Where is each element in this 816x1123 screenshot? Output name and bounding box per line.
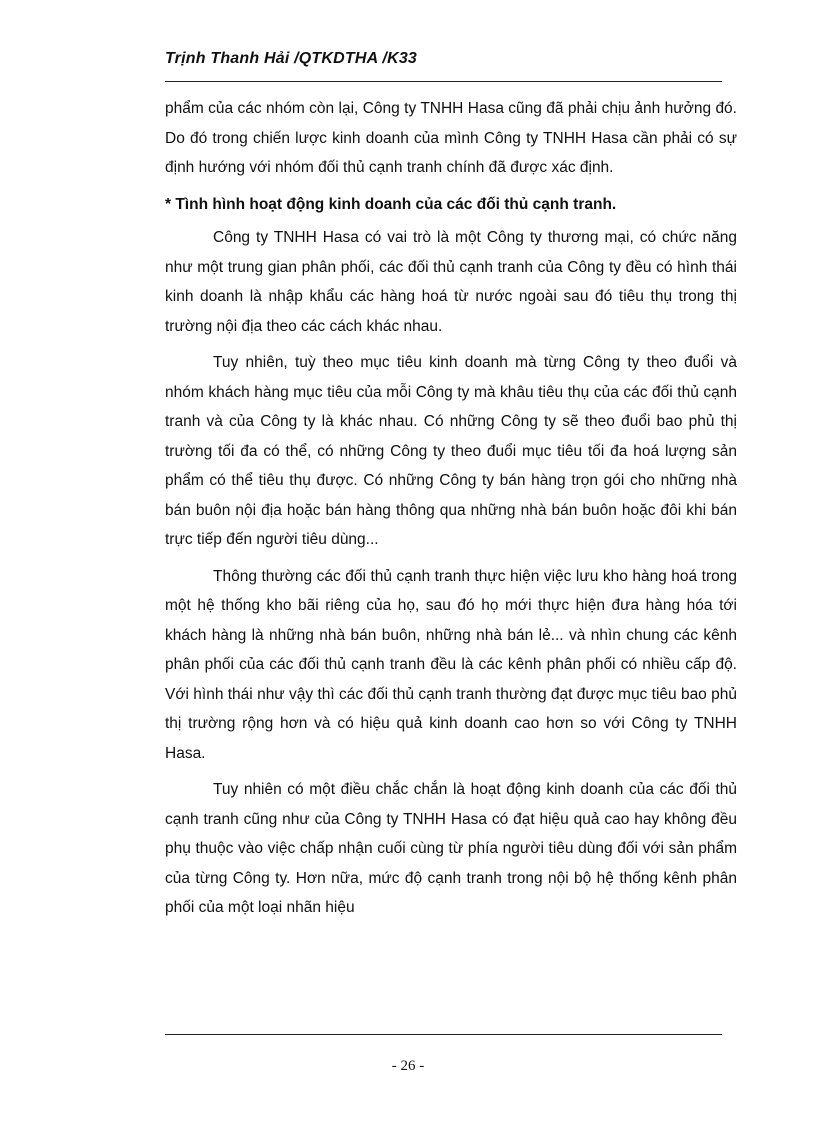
page-number: - 26 -: [391, 1058, 425, 1074]
paragraph: Thông thường các đối thủ cạnh tranh thực hiện việc lưu kho hàng hoá trong một hệ thống kho bãi riêng của họ, sau đó họ mới thực hiện đưa hàng hóa tới khách hàng là những nhà bán buôn, những nhà bán lẻ... và nhìn chung các kênh phân phối của các đối thủ cạnh tranh đều là các kênh phân phối có nhiều cấp độ. Với hình thái như vậy thì các đối thủ cạnh tranh thường đạt được mục tiêu bao phủ thị trường rộng hơn và có hiệu quả kinh doanh cao hơn so với Công ty TNHH Hasa.: [165, 567, 737, 762]
footer-rule: [165, 1034, 722, 1035]
paragraph: Tuy nhiên, tuỳ theo mục tiêu kinh doanh mà từng Công ty theo đuổi và nhóm khách hàng mục tiêu của mỗi Công ty mà khâu tiêu thụ của các đối thủ cạnh tranh và của Công ty là khác nhau. Có những Công ty sẽ theo đuổi bao phủ thị trường tối đa có thể, có những Công ty theo đuổi mục tiêu tối đa hoá lượng sản phẩm có thể tiêu thụ được. Có những Công ty bán hàng trọn gói cho những nhà bán buôn nội địa hoặc bán hàng thông qua những nhà bán buôn hoặc đôi khi bán trực tiếp đến người tiêu dùng...: [165, 354, 737, 548]
page-header-title: Trịnh Thanh Hải /QTKDTHA /K33: [165, 50, 418, 67]
document-body: [165, 94, 737, 930]
paragraph: Tuy nhiên có một điều chắc chắn là hoạt động kinh doanh của các đối thủ cạnh tranh cũng như của Công ty TNHH Hasa có đạt hiệu quả cao hay không đều phụ thuộc vào việc chấp nhận cuối cùng từ phía người tiêu dùng đối với sản phẩm của từng Công ty. Hơn nữa, mức độ cạnh tranh trong nội bộ hệ thống kênh phân phối của một loại nhãn hiệu: [165, 781, 737, 916]
header-rule: [165, 81, 722, 82]
section-heading: * Tình hình hoạt động kinh doanh của các đối thủ cạnh tranh.: [165, 195, 617, 213]
paragraph-continuation: phẩm của các nhóm còn lại, Công ty TNHH Hasa cũng đã phải chịu ảnh hưởng đó. Do đó trong chiến lược kinh doanh của mình Công ty TNHH Hasa cần phải có sự định hướng với nhóm đối thủ cạnh tranh chính đã được xác định.: [165, 100, 737, 176]
paragraph: Công ty TNHH Hasa có vai trò là một Công ty thương mại, có chức năng như một trung gian phân phối, các đối thủ cạnh tranh của Công ty đều có hình thái kinh doanh là nhập khẩu các hàng hoá từ nước ngoài sau đó tiêu thụ trong thị trường nội địa theo các cách khác nhau.: [165, 229, 737, 335]
